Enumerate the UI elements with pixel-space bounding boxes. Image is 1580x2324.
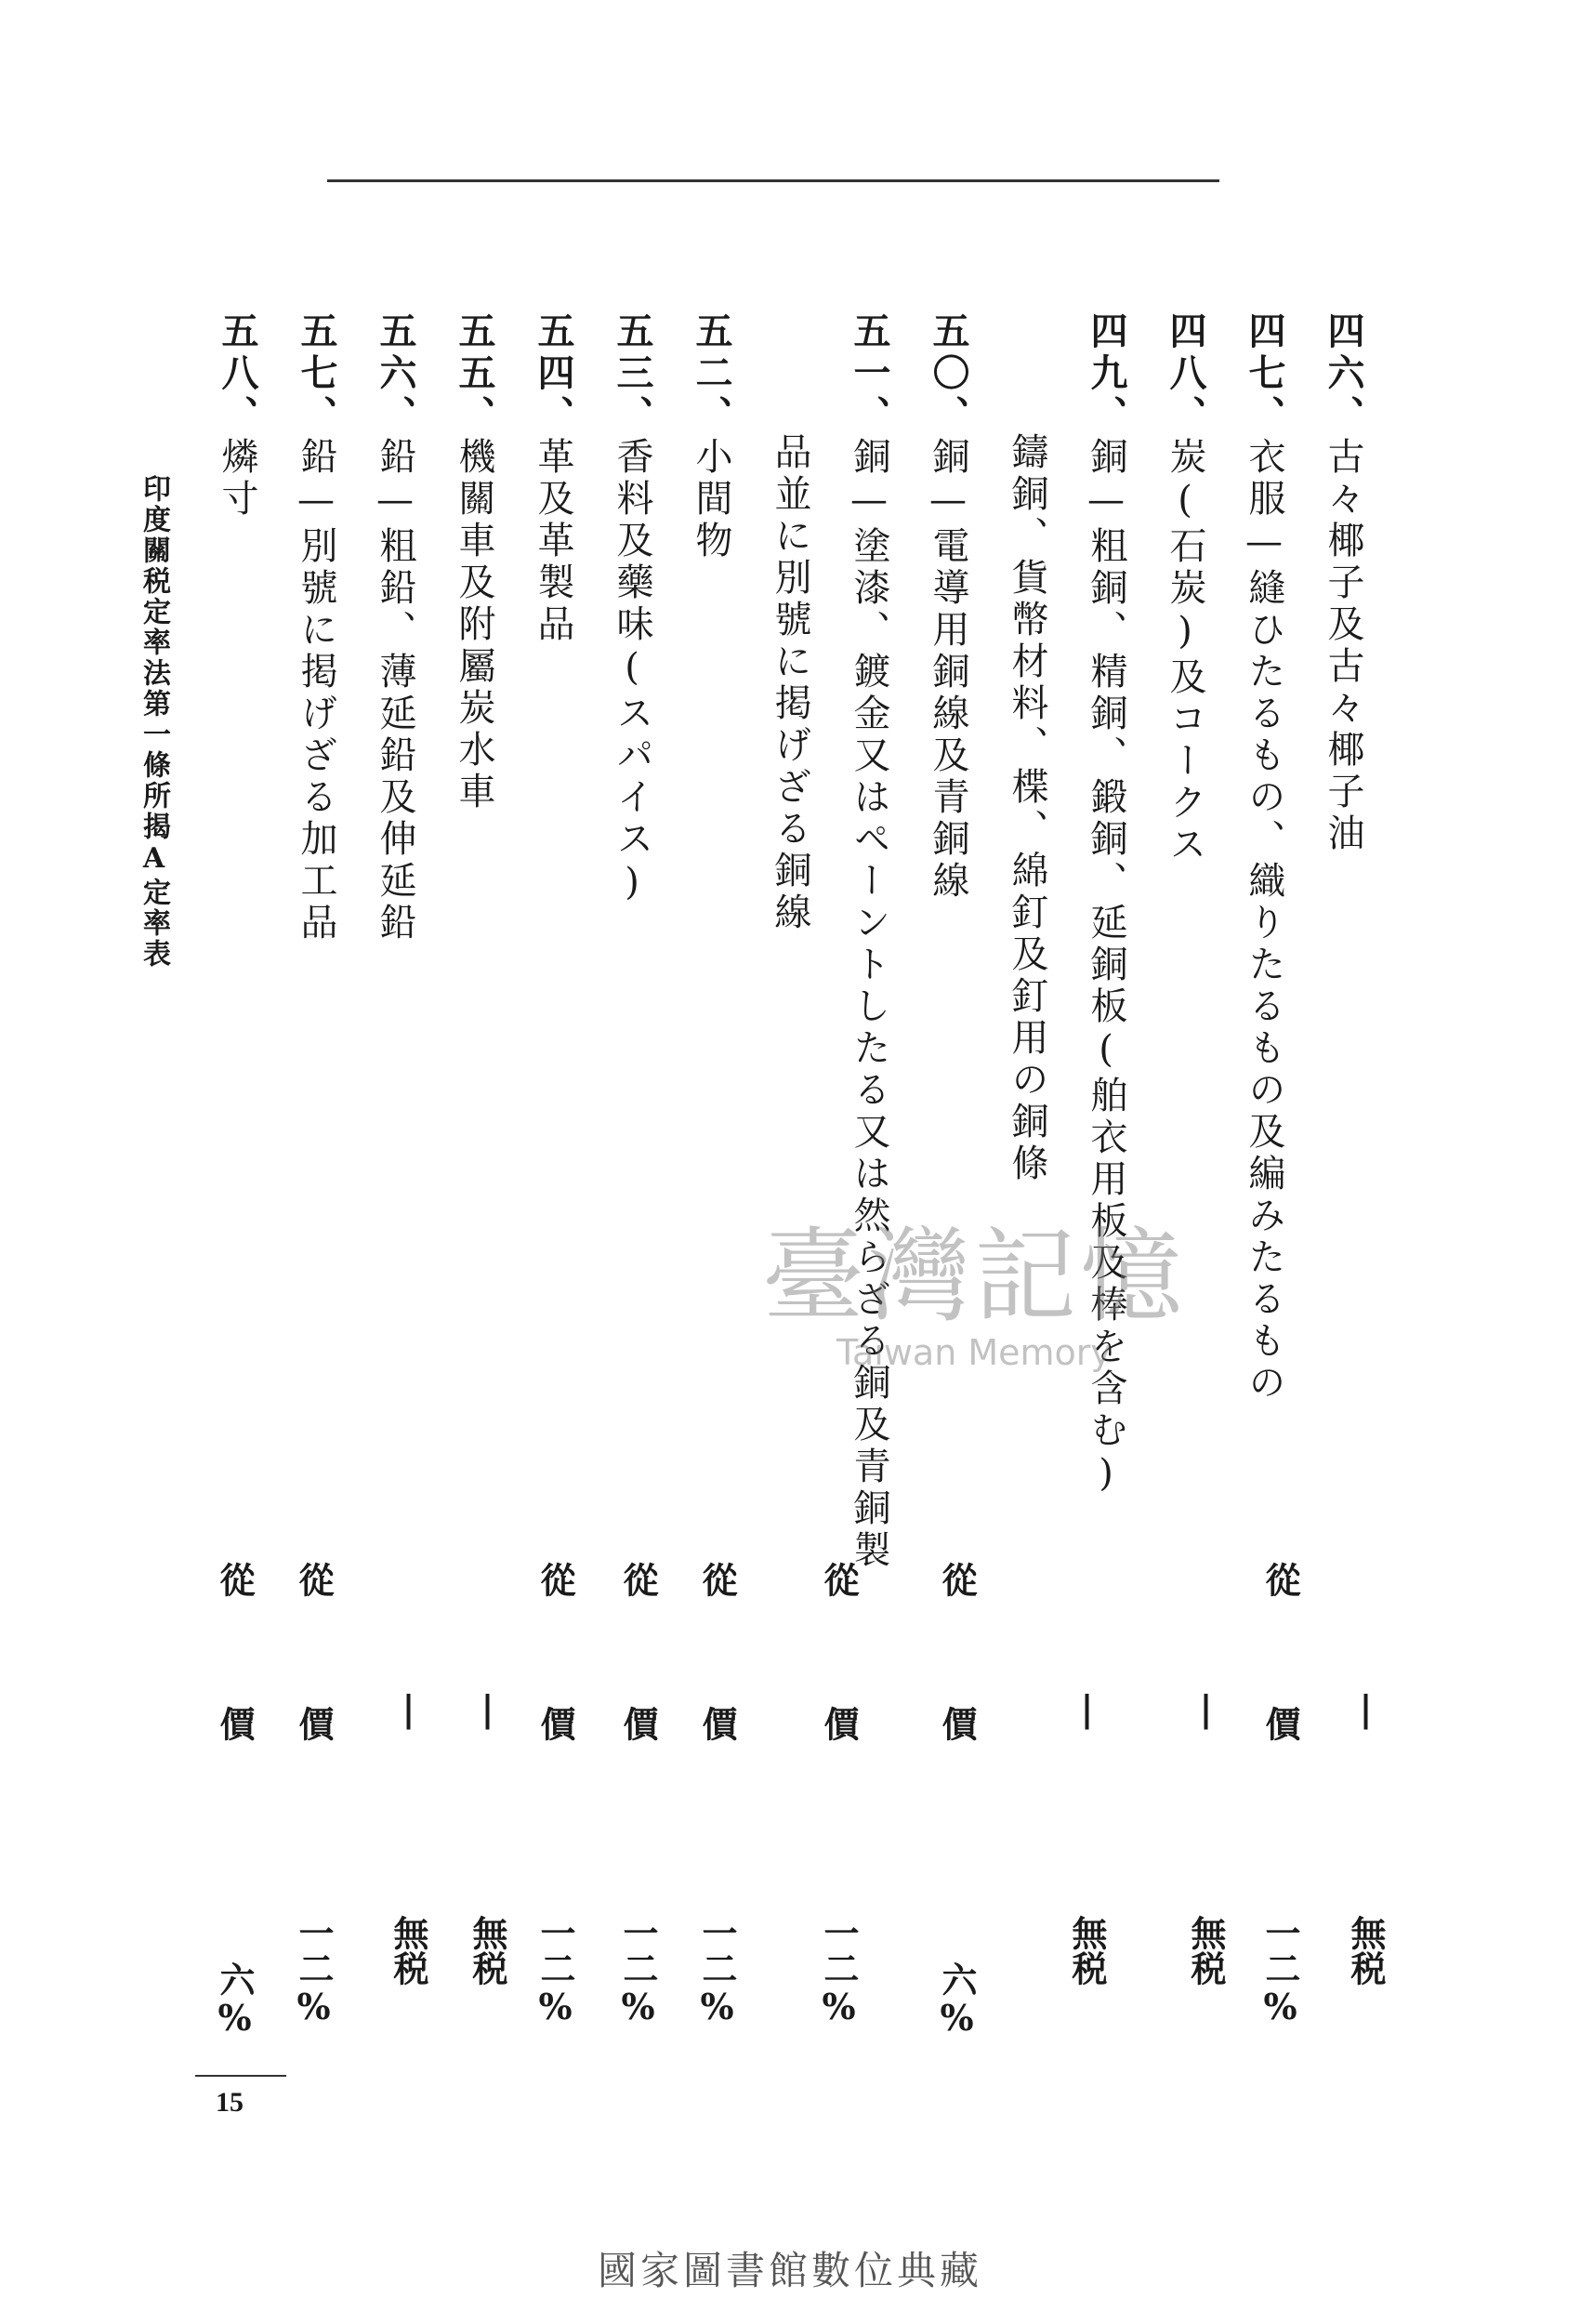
entry-57 — [295, 311, 338, 944]
entry-number: 五三、 — [611, 311, 654, 437]
entry-52 — [690, 311, 733, 562]
entry-text: 銅—粗銅、精銅、鍛銅、延銅板(舶衣用板及棒を含む) — [1085, 437, 1127, 1499]
rate-52: 一二% — [696, 1915, 738, 2027]
rate-50: 六% — [936, 1961, 978, 2039]
price-mark-51: 價 — [818, 1706, 860, 1741]
rate-54: 一二% — [534, 1915, 576, 2027]
dash-56: | — [388, 1687, 429, 1729]
entry-number: 四六、 — [1322, 311, 1365, 437]
entry-text: 香料及藥味(スパイス) — [611, 437, 653, 908]
entry-58 — [216, 311, 259, 521]
watermark — [762, 1195, 1186, 1373]
rate-51: 一二% — [818, 1915, 860, 2027]
entry-49-continuation: 鑄銅、貨幣材料、楪、綿釘及釘用の銅條 — [1006, 432, 1048, 1185]
watermark-chinese: 臺灣記憶 — [762, 1217, 1186, 1336]
entry-number: 五二、 — [690, 311, 733, 437]
entry-text: 銅—電導用銅線及青銅線 — [927, 437, 969, 903]
price-mark-58: 價 — [214, 1706, 256, 1741]
page-number-rule — [195, 2075, 286, 2077]
entry-number: 四七、 — [1243, 311, 1286, 437]
dash-55: | — [467, 1687, 508, 1729]
dash-49: | — [1066, 1687, 1108, 1729]
entry-text: 銅—塗漆、鍍金又はペーントしたる又は然らざる銅及青銅製 — [848, 437, 890, 1572]
entry-number: 五〇、 — [927, 311, 970, 437]
price-mark-54: 價 — [534, 1706, 576, 1741]
price-mark-57: 價 — [293, 1706, 335, 1741]
from-mark-54: 從 — [534, 1562, 576, 1597]
from-mark-51: 從 — [818, 1562, 860, 1597]
rate-46: 無税 — [1345, 1915, 1387, 1986]
rate-56: 無税 — [388, 1915, 429, 1986]
page-number: 15 — [216, 2087, 244, 2118]
from-mark-47: 從 — [1259, 1562, 1301, 1597]
price-mark-53: 價 — [617, 1706, 659, 1741]
entry-text: 小間物 — [690, 437, 732, 562]
rate-48: 無税 — [1185, 1915, 1227, 1986]
dash-48: | — [1185, 1687, 1227, 1729]
from-mark-50: 從 — [936, 1562, 978, 1597]
entry-text: 燐寸 — [216, 437, 258, 521]
library-credit: 國家圖書館數位典藏 — [597, 2248, 982, 2293]
entry-number: 五四、 — [532, 311, 575, 437]
entry-55 — [453, 311, 496, 813]
entry-50 — [927, 311, 970, 903]
entry-text: 鉛—粗鉛、薄延鉛及伸延鉛 — [374, 437, 416, 944]
dash-46: | — [1345, 1687, 1387, 1729]
rate-58: 六% — [214, 1961, 256, 2039]
watermark-english: Taiwan Memory — [836, 1332, 1112, 1373]
entry-number: 五六、 — [374, 311, 417, 437]
entry-48 — [1164, 311, 1207, 866]
entry-51-continuation: 品並に別號に掲げざる銅線 — [769, 432, 811, 934]
entry-47 — [1243, 311, 1286, 1405]
entry-number: 四八、 — [1164, 311, 1207, 437]
entry-number: 五五、 — [453, 311, 496, 437]
price-mark-47: 價 — [1259, 1706, 1301, 1741]
entry-46 — [1322, 311, 1365, 855]
entry-number: 五七、 — [295, 311, 338, 437]
rate-49: 無税 — [1066, 1915, 1108, 1986]
entry-51 — [848, 311, 891, 1572]
entry-56 — [374, 311, 417, 944]
from-mark-58: 從 — [214, 1562, 256, 1597]
price-mark-50: 價 — [936, 1706, 978, 1741]
entry-number: 五一、 — [848, 311, 891, 437]
rate-55: 無税 — [467, 1915, 508, 1986]
running-footer: 印度關税定率法第一條所揭A定率表 — [138, 474, 170, 970]
rate-47: 一二% — [1259, 1915, 1301, 2027]
entry-54 — [532, 311, 575, 646]
entry-number: 四九、 — [1085, 311, 1128, 437]
entry-text: 機關車及附屬炭水車 — [453, 437, 495, 813]
entry-text: 革及革製品 — [532, 437, 574, 646]
from-mark-52: 從 — [696, 1562, 738, 1597]
entry-number: 五八、 — [216, 311, 259, 437]
entry-text: 古々椰子及古々椰子油 — [1322, 437, 1364, 855]
rate-53: 一二% — [617, 1915, 659, 2027]
from-mark-53: 從 — [617, 1562, 659, 1597]
entry-text: 鉛—別號に掲げざる加工品 — [295, 437, 337, 944]
entry-text: 衣服—縫ひたるもの、織りたるもの及編みたるもの — [1243, 437, 1285, 1405]
from-mark-57: 從 — [293, 1562, 335, 1597]
price-mark-52: 價 — [696, 1706, 738, 1741]
rate-57: 一二% — [293, 1915, 335, 2027]
entry-53 — [611, 311, 654, 908]
entry-text: 炭(石炭)及コークス — [1164, 437, 1206, 866]
top-rule — [327, 179, 1219, 182]
